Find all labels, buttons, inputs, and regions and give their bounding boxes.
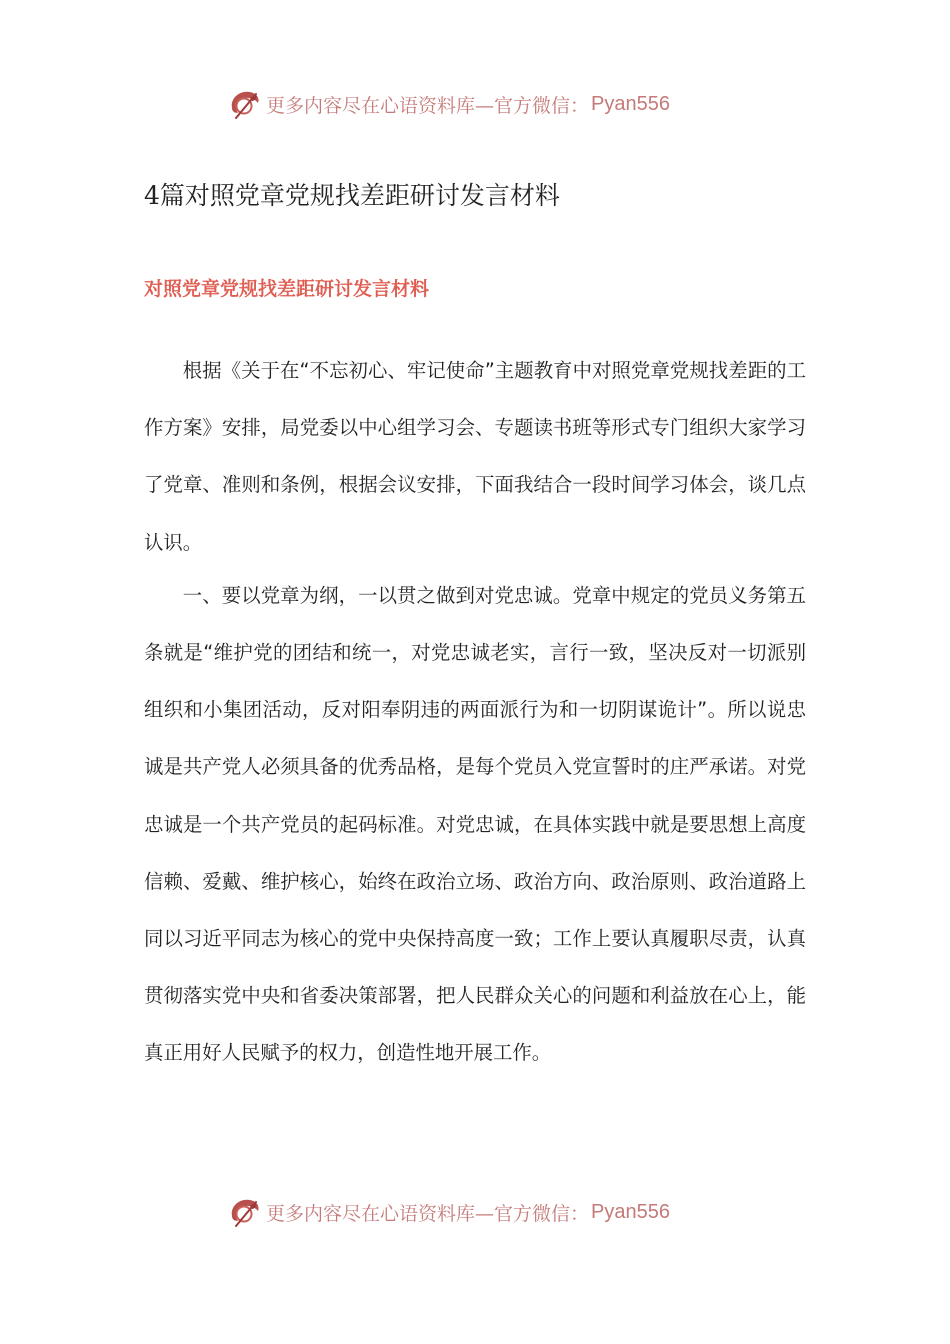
quill-pen-logo-icon — [226, 1194, 262, 1230]
paragraph-intro: 根据《关于在“不忘初心、牢记使命”主题教育中对照党章党规找差距的工作方案》安排，局党委以中心组学习会、专题读书班等形式专门组织大家学习了党章、准则和条例，根据会议安排，下面我结合一段时间学习体会，谈几点认识。 — [144, 359, 806, 554]
footer-banner — [226, 1192, 670, 1232]
quill-pen-logo-icon — [226, 86, 262, 122]
document-title: 4篇对照党章党规找差距研讨发言材料 — [144, 181, 560, 210]
wechat-id: Pyan556 — [591, 1200, 670, 1223]
document-body — [144, 342, 806, 1082]
banner-text: 更多内容尽在心语资料库—官方微信： — [266, 94, 590, 117]
paragraph-point-one: 一、要以党章为纲，一以贯之做到对党忠诚。党章中规定的党员义务第五条就是“维护党的团结和统一，对党忠诚老实，言行一致，坚决反对一切派别组织和小集团活动，反对阳奉阴违的两面派行为和一切阴谋诡计”。所以说忠诚是共产党人必须具备的优秀品格，是每个党员入党宣誓时的庄严承诺。对党忠诚是一个共产党员的起码标准。对党忠诚，在具体实践中就是要思想上高度信赖、爱戴、维护核心，始终在政治立场、政治方向、政治原则、政治道路上同以习近平同志为核心的党中央保持高度一致；工作上要认真履职尽责，认真贯彻落实党中央和省委决策部署，把人民群众关心的问题和利益放在心上，能真正用好人民赋予的权力，创造性地开展工作。 — [144, 583, 806, 1065]
wechat-id: Pyan556 — [591, 92, 670, 115]
header-banner — [226, 84, 670, 124]
banner-text: 更多内容尽在心语资料库—官方微信： — [266, 1202, 590, 1225]
section-title: 对照党章党规找差距研讨发言材料 — [144, 278, 430, 300]
